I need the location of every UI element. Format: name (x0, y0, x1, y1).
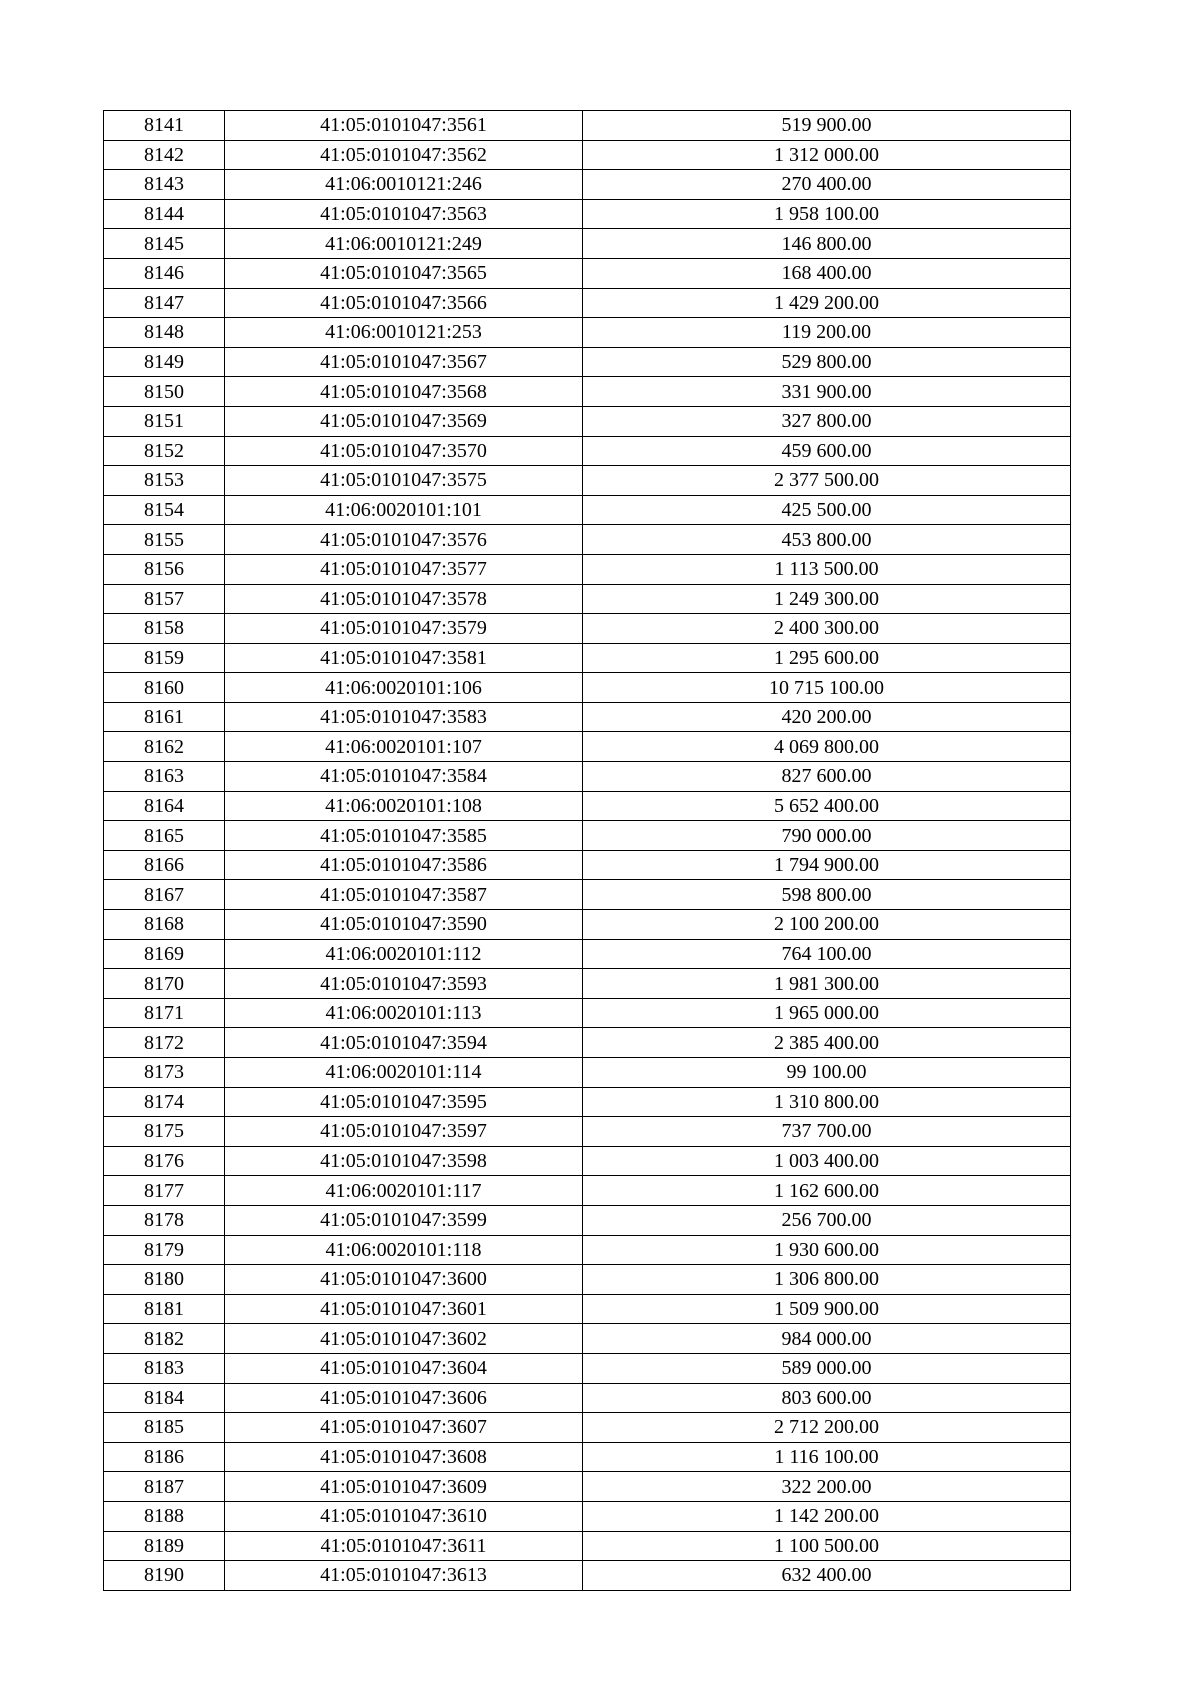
table-row (104, 643, 1071, 673)
cadastral-value-cell: 1 113 500.00 (583, 554, 1071, 584)
row-number-cell: 8187 (104, 1472, 225, 1502)
cadastral-value-cell: 270 400.00 (583, 170, 1071, 200)
table-row (104, 880, 1071, 910)
table-row (104, 436, 1071, 466)
cadastral-number-cell: 41:06:0010121:249 (225, 229, 583, 259)
cadastral-value-cell: 2 712 200.00 (583, 1413, 1071, 1443)
cadastral-value-cell: 1 794 900.00 (583, 850, 1071, 880)
cadastral-value-cell: 803 600.00 (583, 1383, 1071, 1413)
cadastral-number-cell: 41:05:0101047:3595 (225, 1087, 583, 1117)
cadastral-value-cell: 519 900.00 (583, 111, 1071, 141)
row-number-cell: 8160 (104, 673, 225, 703)
row-number-cell: 8146 (104, 258, 225, 288)
cadastral-number-cell: 41:05:0101047:3604 (225, 1353, 583, 1383)
row-number-cell: 8181 (104, 1294, 225, 1324)
row-number-cell: 8177 (104, 1176, 225, 1206)
table-row (104, 258, 1071, 288)
cadastral-number-cell: 41:05:0101047:3613 (225, 1561, 583, 1591)
row-number-cell: 8189 (104, 1531, 225, 1561)
cadastral-value-cell: 2 385 400.00 (583, 1028, 1071, 1058)
table-row (104, 229, 1071, 259)
cadastral-number-cell: 41:05:0101047:3581 (225, 643, 583, 673)
cadastral-value-cell: 1 003 400.00 (583, 1146, 1071, 1176)
table-row (104, 288, 1071, 318)
row-number-cell: 8178 (104, 1205, 225, 1235)
row-number-cell: 8161 (104, 702, 225, 732)
cadastral-value-cell: 1 958 100.00 (583, 199, 1071, 229)
row-number-cell: 8170 (104, 969, 225, 999)
table-row (104, 495, 1071, 525)
cadastral-value-cell: 168 400.00 (583, 258, 1071, 288)
cadastral-number-cell: 41:05:0101047:3586 (225, 850, 583, 880)
cadastral-value-cell: 453 800.00 (583, 525, 1071, 555)
row-number-cell: 8150 (104, 377, 225, 407)
table-row (104, 554, 1071, 584)
table-row (104, 525, 1071, 555)
cadastral-number-cell: 41:05:0101047:3570 (225, 436, 583, 466)
cadastral-value-cell: 1 142 200.00 (583, 1501, 1071, 1531)
cadastral-number-cell: 41:05:0101047:3563 (225, 199, 583, 229)
cadastral-number-cell: 41:05:0101047:3607 (225, 1413, 583, 1443)
row-number-cell: 8188 (104, 1501, 225, 1531)
cadastral-value-cell: 146 800.00 (583, 229, 1071, 259)
table-row (104, 1146, 1071, 1176)
cadastral-value-cell: 327 800.00 (583, 406, 1071, 436)
row-number-cell: 8145 (104, 229, 225, 259)
row-number-cell: 8171 (104, 998, 225, 1028)
cadastral-value-cell: 459 600.00 (583, 436, 1071, 466)
row-number-cell: 8152 (104, 436, 225, 466)
row-number-cell: 8165 (104, 821, 225, 851)
table-row (104, 1442, 1071, 1472)
cadastral-number-cell: 41:05:0101047:3600 (225, 1265, 583, 1295)
table-row (104, 850, 1071, 880)
cadastral-number-cell: 41:05:0101047:3584 (225, 762, 583, 792)
table-row (104, 1472, 1071, 1502)
row-number-cell: 8157 (104, 584, 225, 614)
table-row (104, 1176, 1071, 1206)
cadastral-number-cell: 41:06:0020101:107 (225, 732, 583, 762)
table-row (104, 584, 1071, 614)
cadastral-value-cell: 737 700.00 (583, 1117, 1071, 1147)
cadastral-number-cell: 41:05:0101047:3594 (225, 1028, 583, 1058)
cadastral-number-cell: 41:05:0101047:3569 (225, 406, 583, 436)
row-number-cell: 8183 (104, 1353, 225, 1383)
cadastral-value-cell: 589 000.00 (583, 1353, 1071, 1383)
row-number-cell: 8168 (104, 910, 225, 940)
row-number-cell: 8169 (104, 939, 225, 969)
row-number-cell: 8148 (104, 318, 225, 348)
cadastral-number-cell: 41:05:0101047:3593 (225, 969, 583, 999)
cadastral-value-cell: 984 000.00 (583, 1324, 1071, 1354)
cadastral-number-cell: 41:05:0101047:3576 (225, 525, 583, 555)
cadastral-value-cell: 1 162 600.00 (583, 1176, 1071, 1206)
table-row (104, 791, 1071, 821)
table-row (104, 1561, 1071, 1591)
cadastral-number-cell: 41:05:0101047:3597 (225, 1117, 583, 1147)
table-row (104, 762, 1071, 792)
row-number-cell: 8173 (104, 1058, 225, 1088)
cadastral-number-cell: 41:05:0101047:3606 (225, 1383, 583, 1413)
table-row (104, 1117, 1071, 1147)
cadastral-number-cell: 41:05:0101047:3585 (225, 821, 583, 851)
table-row (104, 1294, 1071, 1324)
cadastral-number-cell: 41:05:0101047:3601 (225, 1294, 583, 1324)
cadastral-value-table (103, 110, 1071, 1591)
cadastral-number-cell: 41:05:0101047:3599 (225, 1205, 583, 1235)
row-number-cell: 8141 (104, 111, 225, 141)
row-number-cell: 8147 (104, 288, 225, 318)
row-number-cell: 8175 (104, 1117, 225, 1147)
row-number-cell: 8142 (104, 140, 225, 170)
cadastral-number-cell: 41:05:0101047:3561 (225, 111, 583, 141)
table-row (104, 998, 1071, 1028)
cadastral-value-cell: 331 900.00 (583, 377, 1071, 407)
table-row (104, 1501, 1071, 1531)
cadastral-number-cell: 41:06:0020101:114 (225, 1058, 583, 1088)
table-row (104, 1028, 1071, 1058)
cadastral-value-cell: 99 100.00 (583, 1058, 1071, 1088)
cadastral-value-cell: 1 509 900.00 (583, 1294, 1071, 1324)
cadastral-number-cell: 41:05:0101047:3566 (225, 288, 583, 318)
cadastral-number-cell: 41:05:0101047:3598 (225, 1146, 583, 1176)
row-number-cell: 8144 (104, 199, 225, 229)
cadastral-number-cell: 41:05:0101047:3611 (225, 1531, 583, 1561)
cadastral-number-cell: 41:05:0101047:3587 (225, 880, 583, 910)
table-row (104, 140, 1071, 170)
table-row (104, 199, 1071, 229)
row-number-cell: 8174 (104, 1087, 225, 1117)
row-number-cell: 8185 (104, 1413, 225, 1443)
table-row (104, 406, 1071, 436)
cadastral-number-cell: 41:06:0020101:106 (225, 673, 583, 703)
cadastral-value-cell: 1 116 100.00 (583, 1442, 1071, 1472)
row-number-cell: 8158 (104, 614, 225, 644)
table-row (104, 1265, 1071, 1295)
row-number-cell: 8155 (104, 525, 225, 555)
cadastral-value-cell: 2 377 500.00 (583, 466, 1071, 496)
row-number-cell: 8156 (104, 554, 225, 584)
cadastral-number-cell: 41:05:0101047:3608 (225, 1442, 583, 1472)
cadastral-number-cell: 41:05:0101047:3565 (225, 258, 583, 288)
row-number-cell: 8186 (104, 1442, 225, 1472)
row-number-cell: 8179 (104, 1235, 225, 1265)
row-number-cell: 8176 (104, 1146, 225, 1176)
cadastral-value-cell: 1 312 000.00 (583, 140, 1071, 170)
row-number-cell: 8190 (104, 1561, 225, 1591)
cadastral-number-cell: 41:05:0101047:3568 (225, 377, 583, 407)
cadastral-value-cell: 2 400 300.00 (583, 614, 1071, 644)
cadastral-value-cell: 529 800.00 (583, 347, 1071, 377)
cadastral-value-cell: 1 100 500.00 (583, 1531, 1071, 1561)
table-row (104, 732, 1071, 762)
table-row (104, 1324, 1071, 1354)
cadastral-value-cell: 2 100 200.00 (583, 910, 1071, 940)
cadastral-value-cell: 1 965 000.00 (583, 998, 1071, 1028)
cadastral-value-cell: 1 429 200.00 (583, 288, 1071, 318)
row-number-cell: 8164 (104, 791, 225, 821)
cadastral-value-cell: 598 800.00 (583, 880, 1071, 910)
table-row (104, 1235, 1071, 1265)
row-number-cell: 8151 (104, 406, 225, 436)
cadastral-number-cell: 41:05:0101047:3610 (225, 1501, 583, 1531)
cadastral-number-cell: 41:06:0010121:246 (225, 170, 583, 200)
cadastral-value-cell: 1 249 300.00 (583, 584, 1071, 614)
table-row (104, 821, 1071, 851)
cadastral-value-cell: 1 930 600.00 (583, 1235, 1071, 1265)
cadastral-value-cell: 5 652 400.00 (583, 791, 1071, 821)
cadastral-value-cell: 119 200.00 (583, 318, 1071, 348)
table-row (104, 1205, 1071, 1235)
row-number-cell: 8162 (104, 732, 225, 762)
cadastral-number-cell: 41:06:0020101:108 (225, 791, 583, 821)
row-number-cell: 8154 (104, 495, 225, 525)
cadastral-value-cell: 10 715 100.00 (583, 673, 1071, 703)
table-row (104, 939, 1071, 969)
cadastral-number-cell: 41:06:0020101:117 (225, 1176, 583, 1206)
row-number-cell: 8182 (104, 1324, 225, 1354)
cadastral-number-cell: 41:05:0101047:3579 (225, 614, 583, 644)
cadastral-number-cell: 41:05:0101047:3609 (225, 1472, 583, 1502)
cadastral-value-cell: 1 306 800.00 (583, 1265, 1071, 1295)
row-number-cell: 8172 (104, 1028, 225, 1058)
table-row (104, 466, 1071, 496)
table-row (104, 377, 1071, 407)
row-number-cell: 8153 (104, 466, 225, 496)
cadastral-value-cell: 632 400.00 (583, 1561, 1071, 1591)
cadastral-number-cell: 41:05:0101047:3562 (225, 140, 583, 170)
cadastral-number-cell: 41:05:0101047:3567 (225, 347, 583, 377)
cadastral-value-cell: 256 700.00 (583, 1205, 1071, 1235)
table-row (104, 614, 1071, 644)
cadastral-value-cell: 420 200.00 (583, 702, 1071, 732)
table-row (104, 111, 1071, 141)
table-row (104, 347, 1071, 377)
row-number-cell: 8159 (104, 643, 225, 673)
cadastral-value-cell: 4 069 800.00 (583, 732, 1071, 762)
cadastral-number-cell: 41:05:0101047:3602 (225, 1324, 583, 1354)
cadastral-number-cell: 41:06:0020101:113 (225, 998, 583, 1028)
row-number-cell: 8184 (104, 1383, 225, 1413)
row-number-cell: 8163 (104, 762, 225, 792)
row-number-cell: 8166 (104, 850, 225, 880)
cadastral-value-cell: 322 200.00 (583, 1472, 1071, 1502)
row-number-cell: 8143 (104, 170, 225, 200)
row-number-cell: 8167 (104, 880, 225, 910)
cadastral-number-cell: 41:05:0101047:3590 (225, 910, 583, 940)
cadastral-number-cell: 41:05:0101047:3578 (225, 584, 583, 614)
table-body (104, 111, 1071, 1591)
cadastral-number-cell: 41:06:0020101:101 (225, 495, 583, 525)
table-row (104, 1058, 1071, 1088)
table-row (104, 969, 1071, 999)
cadastral-value-cell: 764 100.00 (583, 939, 1071, 969)
cadastral-value-cell: 1 310 800.00 (583, 1087, 1071, 1117)
cadastral-number-cell: 41:06:0020101:112 (225, 939, 583, 969)
table-row (104, 318, 1071, 348)
cadastral-value-cell: 790 000.00 (583, 821, 1071, 851)
cadastral-number-cell: 41:06:0010121:253 (225, 318, 583, 348)
table-row (104, 702, 1071, 732)
cadastral-number-cell: 41:06:0020101:118 (225, 1235, 583, 1265)
table-row (104, 1531, 1071, 1561)
table-row (104, 1413, 1071, 1443)
table-row (104, 1087, 1071, 1117)
table-row (104, 170, 1071, 200)
row-number-cell: 8149 (104, 347, 225, 377)
cadastral-value-cell: 827 600.00 (583, 762, 1071, 792)
cadastral-value-cell: 425 500.00 (583, 495, 1071, 525)
cadastral-number-cell: 41:05:0101047:3575 (225, 466, 583, 496)
table-row (104, 910, 1071, 940)
cadastral-value-cell: 1 295 600.00 (583, 643, 1071, 673)
row-number-cell: 8180 (104, 1265, 225, 1295)
cadastral-number-cell: 41:05:0101047:3577 (225, 554, 583, 584)
cadastral-value-cell: 1 981 300.00 (583, 969, 1071, 999)
table-row (104, 1353, 1071, 1383)
table-row (104, 1383, 1071, 1413)
table-row (104, 673, 1071, 703)
cadastral-number-cell: 41:05:0101047:3583 (225, 702, 583, 732)
